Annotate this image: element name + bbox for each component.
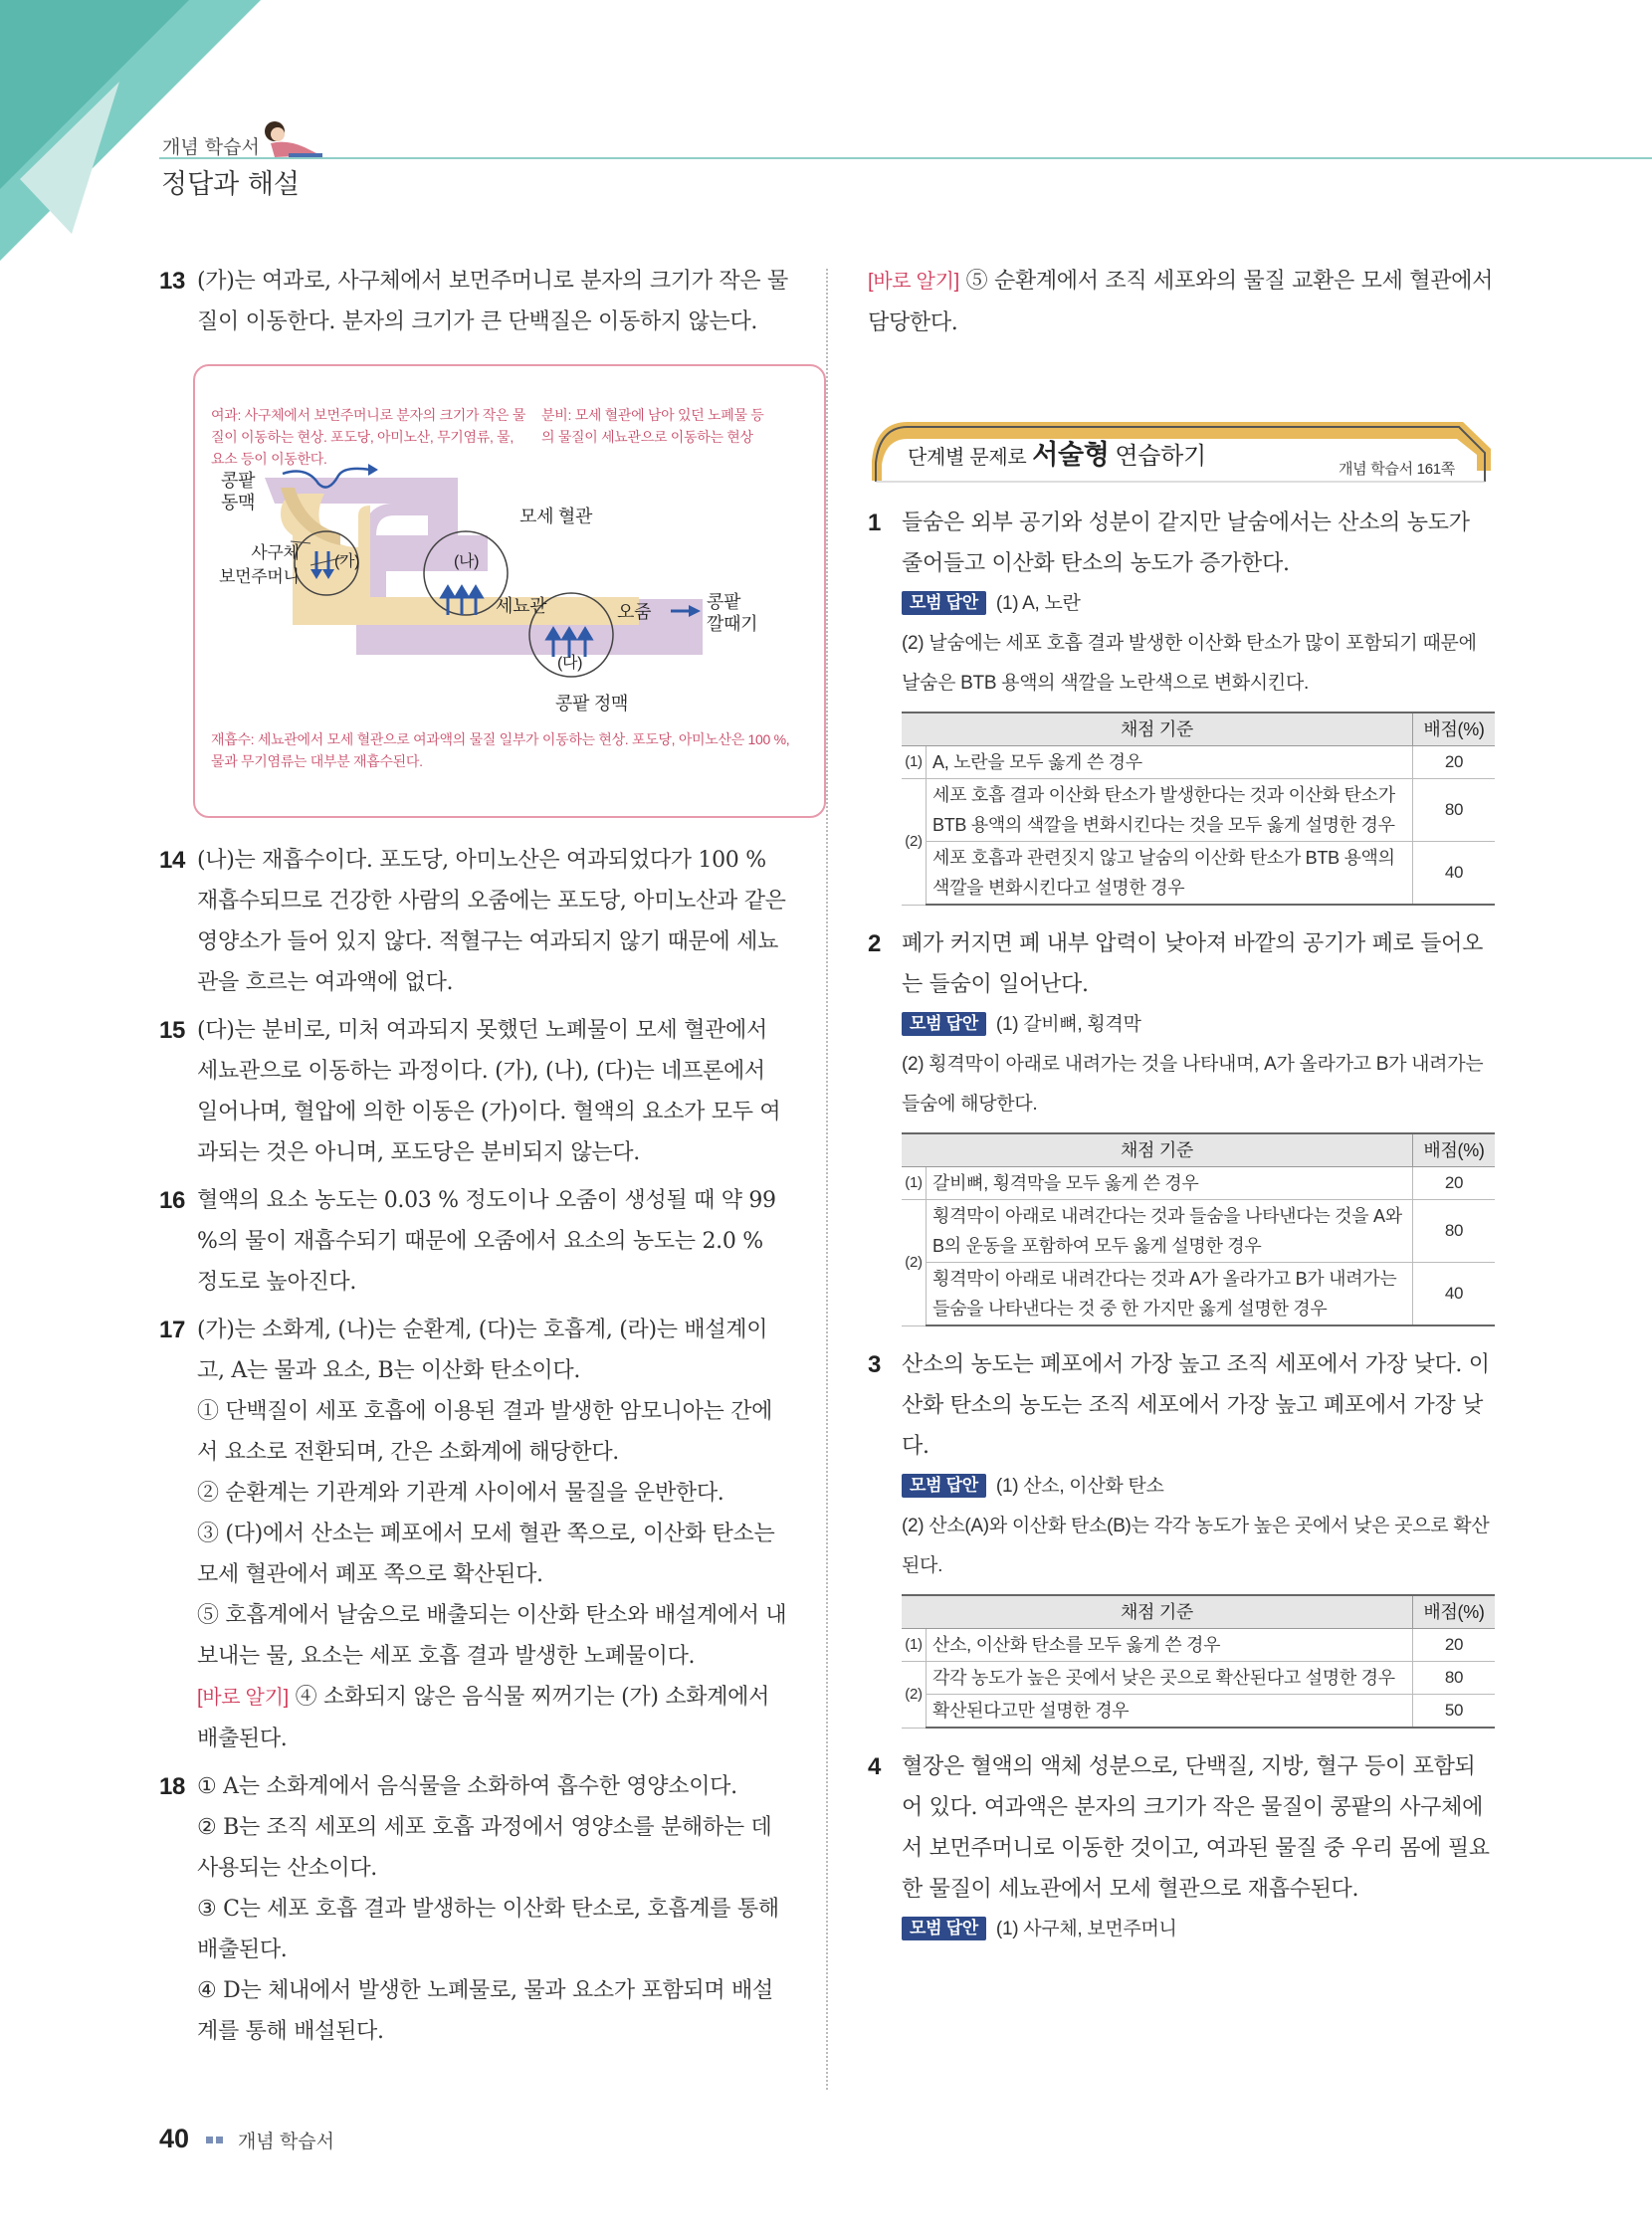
section-page-ref: 개념 학습서 161쪽 <box>1338 461 1455 478</box>
question-number: 18 <box>159 1773 186 1800</box>
answer-part-2: (2) 횡격막이 아래로 내려가는 것을 나타내며, A가 올라가고 B가 내려가는 들숨에 해당한다. <box>902 1054 1484 1115</box>
row-score: 20 <box>1413 1167 1496 1200</box>
choice-1: ① 단백질이 세포 호흡에 이용된 결과 발생한 암모니아는 간에서 요소로 전환되며, 간은 소화계에 해당한다. <box>197 1399 773 1465</box>
footer-label: 개념 학습서 <box>237 2132 335 2152</box>
row-criteria: 산소, 이산화 탄소를 모두 옳게 쓴 경우 <box>927 1629 1413 1662</box>
row-criteria: 세포 호흡 결과 이산화 탄소가 발생한다는 것과 이산화 탄소가 BTB 용액의 색깔을 변화시킨다는 것을 모두 옳게 설명한 경우 <box>927 779 1413 842</box>
header-rule <box>159 157 1652 159</box>
label-urine: 오줌 <box>617 602 652 622</box>
row-score: 80 <box>1413 1662 1496 1695</box>
row-part: (2) <box>902 779 927 906</box>
choice-1: ① A는 소화계에서 음식물을 소화하여 흡수한 영양소이다. <box>197 1774 737 1799</box>
question-15 <box>159 1010 788 1173</box>
correction-note <box>197 1677 788 1759</box>
model-answer-badge: 모범 답안 <box>902 1012 986 1036</box>
question-text: 폐가 커지면 폐 내부 압력이 낮아져 바깥의 공기가 폐로 들어오는 들숨이 일어난다. <box>902 931 1484 997</box>
row-criteria: 각각 농도가 높은 곳에서 낮은 곳으로 확산된다고 설명한 경우 <box>927 1662 1413 1695</box>
model-answer-4 <box>902 1910 1495 1949</box>
choice-5: ⑤ 호흡계에서 날숨으로 배출되는 이산화 탄소와 배설계에서 내보내는 물, 요소는 세포 호흡 결과 발생한 노폐물이다. <box>197 1603 787 1669</box>
student-icon <box>261 117 330 161</box>
label-renal-pelvis: 콩팥 깔때기 <box>707 592 758 634</box>
section-title-box <box>868 419 1495 485</box>
row-score: 50 <box>1413 1695 1496 1729</box>
caption-secretion: 분비: 모세 혈관에 남아 있던 노폐물 등의 물질이 세뇨관으로 이동하는 현상 <box>541 407 764 445</box>
question-text: (가)는 여과로, 사구체에서 보먼주머니로 분자의 크기가 작은 물질이 이동한다. 분자의 크기가 큰 단백질은 이동하지 않는다. <box>197 269 788 334</box>
label-ga: (가) <box>334 553 360 570</box>
question-text: 들숨은 외부 공기와 성분이 같지만 날숨에서는 산소의 농도가 줄어들고 이산화 탄소의 농도가 증가한다. <box>902 510 1470 576</box>
question-text: 산소의 농도는 폐포에서 가장 높고 조직 세포에서 가장 낮다. 이산화 탄소의 농도는 조직 세포에서 가장 높고 폐포에서 가장 낮다. <box>902 1352 1490 1459</box>
title-prefix: 단계별 문제로 <box>908 447 1027 469</box>
scoring-table-3 <box>902 1594 1495 1729</box>
model-answer-1 <box>902 584 1495 624</box>
row-score: 80 <box>1413 779 1496 842</box>
score-header: 배점(%) <box>1413 713 1496 746</box>
question-text: (가)는 소화계, (나)는 순환계, (다)는 호흡계, (라)는 배설계이고, A는 물과 요소, B는 이산화 탄소이다. <box>197 1318 768 1383</box>
question-number: 3 <box>868 1351 882 1378</box>
row-criteria: 횡격막이 아래로 내려간다는 것과 들숨을 나타낸다는 것을 A와 B의 운동을 포함하여 모두 옳게 설명한 경우 <box>927 1200 1413 1263</box>
row-score: 40 <box>1413 842 1496 906</box>
column-divider <box>826 269 828 2090</box>
question-number: 14 <box>159 847 186 874</box>
choice-3: ③ C는 세포 호흡 결과 발생하는 이산화 탄소로, 호흡계를 통해 배출된다. <box>197 1897 779 1962</box>
choice-2: ② 순환계는 기관계와 기관계 사이에서 물질을 운반한다. <box>197 1481 724 1506</box>
row-score: 20 <box>1413 1629 1496 1662</box>
page-number: 40 <box>159 2124 190 2153</box>
footer-dots-icon <box>206 2131 226 2148</box>
label-glomerulus-bowman: 사구체 보먼주머니 <box>219 543 300 586</box>
question-number: 1 <box>868 509 882 536</box>
row-criteria: A, 노란을 모두 옳게 쓴 경우 <box>927 746 1413 779</box>
title-bold: 서술형 <box>1032 440 1110 470</box>
question-text: (다)는 분비로, 미처 여과되지 못했던 노폐물이 모세 혈관에서 세뇨관으로 이동하는 과정이다. (가), (나), (다)는 네프론에서 일어나며, 혈압에 의한 이동은 (가)이다. 혈액의 요소가 모두 여과되는 것은 아니며, 포도당은 분비되지 않는다. <box>197 1018 781 1165</box>
score-header: 배점(%) <box>1413 1595 1496 1629</box>
label-capillary: 모세 혈관 <box>519 507 593 526</box>
answer-part-2: (2) 날숨에는 세포 호흡 결과 발생한 이산화 탄소가 많이 포함되기 때문에 날숨은 BTB 용액의 색깔을 노란색으로 변화시킨다. <box>902 633 1477 694</box>
answer-part-2: (2) 산소(A)와 이산화 탄소(B)는 각각 농도가 높은 곳에서 낮은 곳으로 확산된다. <box>902 1516 1490 1576</box>
essay-question-1 <box>868 503 1495 906</box>
label-renal-vein: 콩팥 정맥 <box>555 694 629 713</box>
label-na: (나) <box>454 553 480 570</box>
row-score: 40 <box>1413 1263 1496 1326</box>
question-number: 2 <box>868 930 882 957</box>
criteria-header: 채점 기준 <box>902 1133 1413 1167</box>
criteria-header: 채점 기준 <box>902 1595 1413 1629</box>
question-text: 혈장은 혈액의 액체 성분으로, 단백질, 지방, 혈구 등이 포함되어 있다. 여과액은 분자의 크기가 작은 물질이 콩팥의 사구체에서 보먼주머니로 이동한 것이고, 여과된 물질 중 우리 몸에 필요한 물질이 세뇨관에서 모세 혈관으로 재흡수된다. <box>902 1754 1490 1902</box>
question-number: 17 <box>159 1317 186 1343</box>
correction-tag: [바로 알기] <box>197 1687 289 1709</box>
criteria-header: 채점 기준 <box>902 713 1413 746</box>
model-answer-badge: 모범 답안 <box>902 591 986 615</box>
answer-part-1: (1) 산소, 이산화 탄소 <box>995 1476 1164 1497</box>
right-column <box>868 261 1495 1959</box>
row-part: (1) <box>902 746 927 779</box>
question-text: 혈액의 요소 농도는 0.03 % 정도이나 오줌이 생성될 때 약 99 %의 물이 재흡수되기 때문에 오줌에서 요소의 농도는 2.0 % 정도로 높아진다. <box>197 1188 776 1295</box>
row-part: (2) <box>902 1662 927 1729</box>
model-answer-3 <box>902 1467 1495 1507</box>
model-answer-2 <box>902 1005 1495 1045</box>
nephron-figure <box>193 364 826 818</box>
question-13 <box>159 261 788 342</box>
header-section: 정답과 해설 <box>161 169 300 200</box>
question-number: 13 <box>159 268 186 295</box>
top-correction-note <box>868 261 1495 343</box>
title-suffix: 연습하기 <box>1115 443 1206 470</box>
question-text: (나)는 재흡수이다. 포도당, 아미노산은 여과되었다가 100 % 재흡수되므로 건강한 사람의 오줌에는 포도당, 아미노산과 같은 영양소가 들어 있지 않다. 적혈구는 여과되지 않기 때문에 세뇨관을 흐르는 여과액에 없다. <box>197 848 786 995</box>
row-criteria: 세포 호흡과 관련짓지 않고 날숨의 이산화 탄소가 BTB 용액의 색깔을 변화시킨다고 설명한 경우 <box>927 842 1413 906</box>
header-series: 개념 학습서 <box>162 136 260 158</box>
essay-question-3 <box>868 1344 1495 1729</box>
correction-text: ⑤ 순환계에서 조직 세포와의 물질 교환은 모세 혈관에서 담당한다. <box>868 269 1494 335</box>
answer-part-1: (1) 갈비뼈, 횡격막 <box>995 1014 1141 1035</box>
correction-tag: [바로 알기] <box>868 271 959 293</box>
label-tubule: 세뇨관 <box>496 596 547 616</box>
choice-3: ③ (다)에서 산소는 폐포에서 모세 혈관 쪽으로, 이산화 탄소는 모세 혈관에서 폐포 쪽으로 확산된다. <box>197 1522 775 1587</box>
model-answer-badge: 모범 답안 <box>902 1917 986 1940</box>
caption-reabsorption: 재흡수: 세뇨관에서 모세 혈관으로 여과액의 물질 일부가 이동하는 현상. 포도당, 아미노산은 100 %, 물과 무기염류는 대부분 재흡수된다. <box>211 731 790 769</box>
question-14 <box>159 840 788 1003</box>
model-answer-badge: 모범 답안 <box>902 1474 986 1498</box>
row-score: 20 <box>1413 746 1496 779</box>
question-17 <box>159 1310 788 1759</box>
essay-question-2 <box>868 923 1495 1326</box>
section-title <box>908 435 1206 479</box>
label-renal-artery: 콩팥 동맥 <box>221 471 256 512</box>
scoring-table-2 <box>902 1132 1495 1326</box>
row-part: (1) <box>902 1167 927 1200</box>
choice-2: ② B는 조직 세포의 세포 호흡 과정에서 영양소를 분해하는 데 사용되는 산소이다. <box>197 1815 772 1881</box>
page-footer <box>159 2124 334 2154</box>
correction-text: ④ 소화되지 않은 음식물 찌꺼기는 (가) 소화계에서 배출된다. <box>197 1685 770 1751</box>
question-16 <box>159 1180 788 1303</box>
label-da: (다) <box>557 655 583 672</box>
row-criteria: 횡격막이 아래로 내려간다는 것과 A가 올라가고 B가 내려가는 들숨을 나타낸다는 것 중 한 가지만 옳게 설명한 경우 <box>927 1263 1413 1326</box>
question-number: 15 <box>159 1017 186 1044</box>
row-criteria: 확산된다고만 설명한 경우 <box>927 1695 1413 1729</box>
answer-part-1: (1) A, 노란 <box>995 593 1081 614</box>
row-score: 80 <box>1413 1200 1496 1263</box>
scoring-table-1 <box>902 712 1495 906</box>
score-header: 배점(%) <box>1413 1133 1496 1167</box>
row-criteria: 갈비뼈, 횡격막을 모두 옳게 쓴 경우 <box>927 1167 1413 1200</box>
left-column <box>159 261 788 2059</box>
essay-question-4 <box>868 1746 1495 1949</box>
question-number: 4 <box>868 1753 882 1780</box>
question-number: 16 <box>159 1187 186 1214</box>
question-18 <box>159 1766 788 2052</box>
caption-filtration: 여과: 사구체에서 보먼주머니로 분자의 크기가 작은 물질이 이동하는 현상. 포도당, 아미노산, 무기염류, 물, 요소 등이 이동한다. <box>211 407 526 467</box>
row-part: (1) <box>902 1629 927 1662</box>
answer-part-1: (1) 사구체, 보먼주머니 <box>995 1919 1177 1939</box>
row-part: (2) <box>902 1200 927 1326</box>
choice-4: ④ D는 체내에서 발생한 노폐물로, 물과 요소가 포함되며 배설계를 통해 배설된다. <box>197 1978 773 2044</box>
